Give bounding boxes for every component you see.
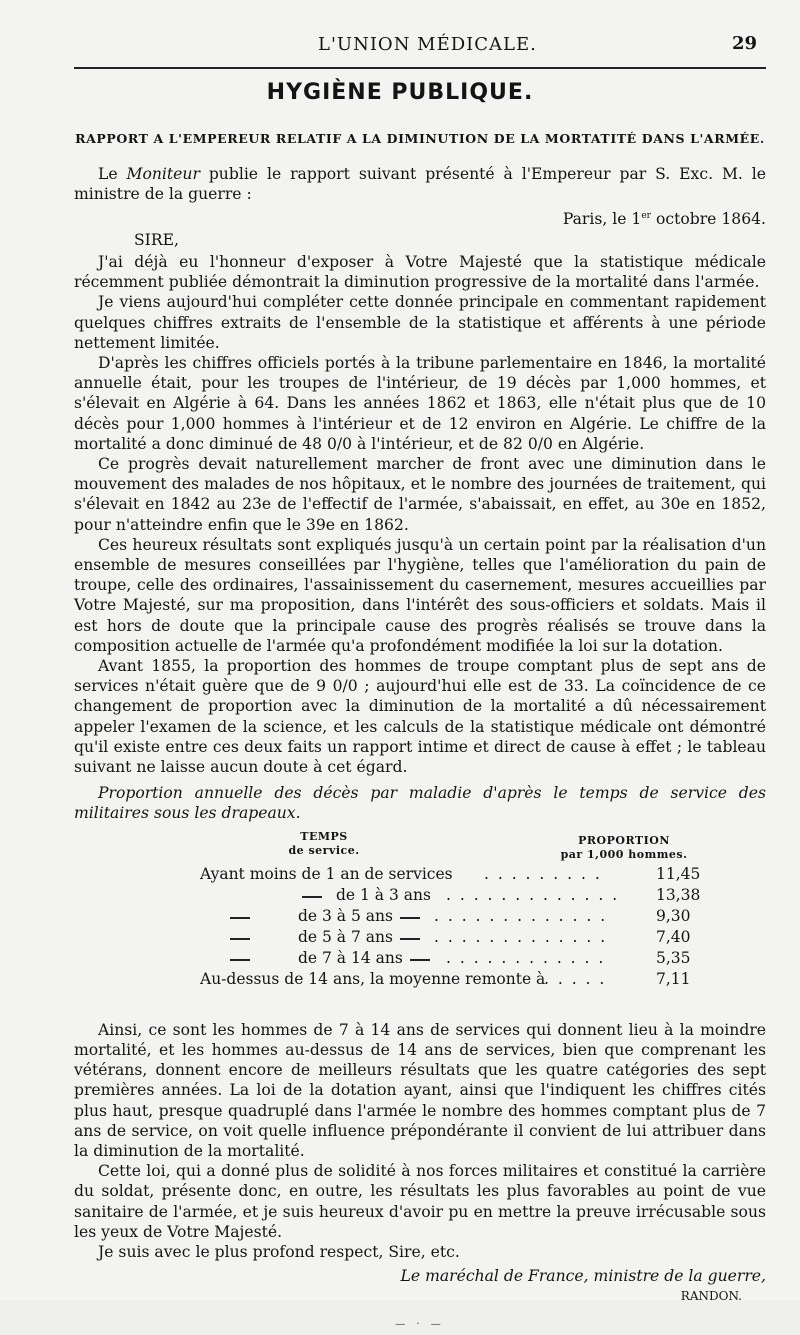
header-proportion: PROPORTION (578, 833, 670, 847)
row-label: de 5 à 7 ans (298, 927, 393, 946)
leader-dots: . . . . . . . . . . . . . (434, 927, 608, 946)
row-label: de 3 à 5 ans (298, 906, 393, 925)
leader-dots: . . . . . . . . . . . . . (446, 885, 620, 904)
ditto-dash (400, 917, 420, 919)
header-rule (74, 67, 766, 69)
signer-name: RANDON. (680, 1289, 742, 1304)
table-row (74, 927, 766, 947)
letter-date: Paris, le 1er octobre 1864. (562, 210, 766, 229)
ditto-dash (400, 938, 420, 940)
paragraph-8: Cette loi, qui a donné plus de solidité à nos forces militaires et constitué la carrière du soldat, présente donc, en outre, les résultats les plus favorables au point de vue sanitaire de l'armée, et je suis heureux d'avoir pu en mettre la preuve irrécusable sous les yeux de Votre Majesté. (74, 1162, 766, 1241)
salutation: SIRE, (134, 230, 179, 249)
row-label: de 7 à 14 ans (298, 948, 403, 967)
leader-dots: . . . . . . . . . . . . (446, 948, 606, 967)
page-header (0, 30, 800, 60)
leader-dots: . . . . . . . . . (484, 864, 602, 883)
table-title: Proportion annuelle des décès par maladie d'après le temps de service des militaires sous les drapeaux. (74, 784, 766, 823)
paragraph-4: Ce progrès devait naturellement marcher de front avec une diminution dans le mouvement des malades de nos hôpitaux, et le nombre des journées de traitement, qui s'élevait en 1842 au 23e de l'effectif de l'armée, s'abaissait, en effet, au 30e en 1852, pour n'atteindre enfin que le 39e en 1862. (74, 455, 766, 534)
paragraph-7: Ainsi, ce sont les hommes de 7 à 14 ans de services qui donnent lieu à la moindre mortalité, et les hommes au-dessus de 14 ans de services, bien que comprenant les vétérans, donnent encore de meilleurs résultats que les quatre catégories des sept premières années. La loi de la dotation ayant, ainsi que l'indiquent les chiffres cités plus haut, presque quadruplé dans l'armée le nombre des hommes comptant plus de 7 ans de service, on voit quelle influence prépondérante il convient de lui attribuer dans la diminution de la mortalité. (74, 1020, 766, 1160)
leader-dots: . . . . . (544, 969, 607, 988)
row-label: de 1 à 3 ans (336, 885, 431, 904)
paragraph-6: Avant 1855, la proportion des hommes de troupe comptant plus de sept ans de services n'était guère que de 9 0/0 ; aujourd'hui elle est de 33. La coïncidence de ce changement de proportion avec la diminution de la mortalité a dû nécessairement appeler l'examen de la science, et les calculs de la statistique médicale ont démontré qu'il existe entre ces deux faits un rapport intime et direct de cause à effet ; le tableau suivant ne laisse aucun doute à cet égard. (74, 657, 766, 777)
mortality-table (74, 830, 766, 1020)
ditto-dash (230, 938, 250, 940)
table-row (74, 885, 766, 905)
row-value: 5,35 (656, 948, 691, 967)
signature-line: Le maréchal de France, ministre de la guerre, (400, 1267, 766, 1286)
paragraph-2: Je viens aujourd'hui compléter cette donnée principale en commentant rapidement quelques chiffres extraits de l'ensemble de la statistique et afférents à une période nettement limitée. (74, 293, 766, 352)
section-title: HYGIÈNE PUBLIQUE. (266, 80, 534, 105)
ditto-dash (230, 917, 250, 919)
article-body (74, 164, 766, 1335)
intro-text-1: Le (98, 165, 127, 183)
table-row (74, 969, 766, 989)
ditto-dash (230, 959, 250, 961)
ditto-dash (410, 959, 430, 961)
row-value: 7,11 (656, 969, 691, 988)
header-service: de service. (288, 843, 360, 857)
row-label: Au-dessus de 14 ans, la moyenne remonte à (200, 969, 546, 988)
article-subtitle: RAPPORT A L'EMPEREUR RELATIF A LA DIMINUTION DE LA MORTATITÉ DANS L'ARMÉE. (75, 131, 765, 146)
row-value: 11,45 (656, 864, 701, 883)
row-value: 7,40 (656, 927, 691, 946)
paragraph-1: J'ai déjà eu l'honneur d'exposer à Votre Majesté que la statistique médicale récemment publiée démontrait la diminution progressive de la mortalité dans l'armée. (74, 253, 766, 292)
table-row (74, 864, 766, 884)
paragraph-9: Je suis avec le plus profond respect, Sire, etc. (98, 1242, 460, 1261)
table-row (74, 906, 766, 926)
header-temps: TEMPS (300, 829, 348, 843)
row-value: 13,38 (656, 885, 701, 904)
table-row (74, 948, 766, 968)
end-ornament: — · — (395, 1318, 445, 1330)
paragraph-3: D'après les chiffres officiels portés à la tribune parlementaire en 1846, la mortalité annuelle était, pour les troupes de l'intérieur, de 19 décès par 1,000 hommes, et s'élevait en Algérie à 64. Dans les années 1862 et 1863, elle n'était plus que de 10 décès pour 1,000 hommes à l'intérieur et de 12 environ en Algérie. Le chiffre de la mortalité a donc diminué de 48 0/0 à l'intérieur, et de 82 0/0 en Algérie. (74, 354, 766, 453)
intro-text-2: publie le rapport suivant présenté à l'Empereur par S. Exc. M. le ministre de la guerre : (74, 165, 766, 204)
row-value: 9,30 (656, 906, 691, 925)
paragraph-5: Ces heureux résultats sont expliqués jusqu'à un certain point par la réalisation d'un ensemble de mesures conseillées par l'hygiène, telles que l'amélioration du pain de troupe, celle des ordinaires, l'assainissement du casernement, mesures accueillies par Votre Majesté, sur ma proposition, dans l'intérêt des sous-officiers et soldats. Mais il est hors de doute que la principale cause des progrès réalisés se trouve dans la composition actuelle de l'armée qu'a profondément modifiée la loi sur la dotation. (74, 535, 766, 655)
ditto-dash (302, 896, 322, 898)
page-number: 29 (732, 33, 758, 54)
running-title: L'UNION MÉDICALE. (318, 34, 537, 55)
row-label: Ayant moins de 1 an de services (200, 864, 453, 883)
newspaper-name: Moniteur (126, 165, 200, 183)
intro-paragraph (74, 164, 766, 204)
header-par: par 1,000 hommes. (560, 847, 688, 861)
leader-dots: . . . . . . . . . . . . . (434, 906, 608, 925)
